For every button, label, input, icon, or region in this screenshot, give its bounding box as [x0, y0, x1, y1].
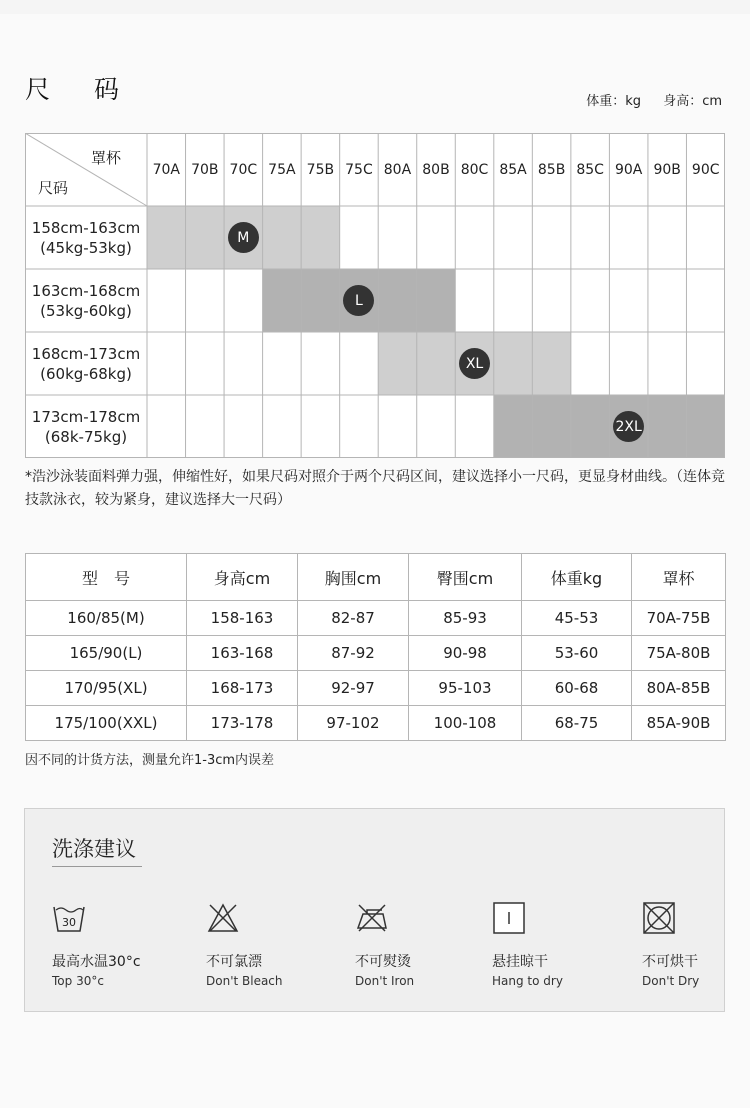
spec-cell: 165/90(L)	[26, 636, 187, 671]
spec-header-hip: 臀围cm	[409, 554, 522, 601]
table-row	[26, 601, 726, 636]
spec-cell: 160/85(M)	[26, 601, 187, 636]
spec-cell: 82-87	[298, 601, 409, 636]
column-header: 90A	[614, 161, 643, 178]
no-tumble-dry-icon	[642, 901, 676, 935]
spec-header-model: 型 号	[26, 554, 187, 601]
care-section	[24, 808, 725, 1012]
spec-header-weight: 体重kg	[522, 554, 632, 601]
row-weight-range: (68k-75kg)	[44, 427, 128, 446]
table-row	[26, 706, 726, 741]
column-header: 85B	[537, 161, 566, 178]
row-weight-range: (45kg-53kg)	[40, 238, 132, 257]
care-label-cn: 不可烘干	[642, 954, 698, 970]
spec-cell: 80A-85B	[632, 671, 726, 706]
care-label-cn: 悬挂晾干	[492, 954, 548, 970]
column-header: 75C	[345, 161, 373, 178]
care-label-cn: 不可氯漂	[206, 954, 262, 970]
row-label	[25, 206, 147, 269]
column-header: 70C	[229, 161, 258, 178]
spec-cell: 60-68	[522, 671, 632, 706]
care-item-wash	[52, 901, 141, 988]
spec-cell: 53-60	[522, 636, 632, 671]
spec-cell: 173-178	[187, 706, 298, 741]
spec-cell: 168-173	[187, 671, 298, 706]
no-bleach-icon	[206, 901, 240, 935]
care-title-underline	[52, 866, 142, 867]
spec-cell: 95-103	[409, 671, 522, 706]
size-note: *浩沙泳装面料弹力强，伸缩性好，如果尺码对照介于两个尺码区间，建议选择小一尺码，更显身材曲线。（连体竞技款泳衣，较为紧身，建议选择大一尺码）	[25, 469, 725, 508]
care-item-hang	[492, 901, 563, 988]
unit-weight: 体重：kg	[586, 94, 642, 109]
spec-cell: 175/100(XXL)	[26, 706, 187, 741]
page-title: 尺 码	[25, 75, 137, 104]
spec-cell: 97-102	[298, 706, 409, 741]
spec-header-cup: 罩杯	[632, 554, 726, 601]
spec-cell: 75A-80B	[632, 636, 726, 671]
care-label-cn: 最高水温30°c	[52, 954, 141, 970]
care-item-iron	[355, 901, 414, 988]
spec-header-height: 身高cm	[187, 554, 298, 601]
row-weight-range: (53kg-60kg)	[40, 301, 132, 320]
column-header: 80C	[460, 161, 489, 178]
unit-height: 身高：cm	[663, 94, 722, 109]
row-label	[25, 269, 147, 332]
size-badge: XL	[459, 348, 490, 379]
care-title: 洗涤建议	[52, 837, 136, 861]
spec-cell: 170/95(XL)	[26, 671, 187, 706]
corner-cup-label: 罩杯	[91, 149, 122, 167]
table-row	[26, 636, 726, 671]
care-label-en: Hang to dry	[492, 974, 563, 988]
wash-temp-badge: 30	[62, 916, 76, 929]
column-header: 80B	[422, 161, 450, 178]
spec-cell: 85A-90B	[632, 706, 726, 741]
care-item-dry	[642, 901, 699, 988]
hang-dry-icon	[492, 901, 526, 935]
size-badge: 2XL	[613, 411, 644, 442]
care-label-en: Don't Dry	[642, 974, 700, 988]
spec-cell: 158-163	[187, 601, 298, 636]
care-label-en: Don't Iron	[355, 974, 415, 988]
column-header: 90C	[691, 161, 720, 178]
column-header: 75A	[268, 161, 296, 178]
no-iron-icon	[355, 901, 389, 935]
row-label	[25, 332, 147, 395]
care-item-bleach	[206, 901, 283, 988]
row-height-range: 173cm-178cm	[31, 407, 141, 426]
row-label	[25, 395, 147, 458]
spec-header-bust: 胸围cm	[298, 554, 409, 601]
spec-cell: 92-97	[298, 671, 409, 706]
column-header: 70A	[152, 161, 180, 178]
column-header: 75B	[306, 161, 335, 178]
units-legend	[568, 90, 722, 109]
column-header: 85C	[576, 161, 604, 178]
spec-table	[25, 553, 726, 741]
column-header: 70B	[191, 161, 219, 178]
corner-size-label: 尺码	[38, 179, 69, 197]
measurement-footnote: 因不同的计货方法，测量允许1-3cm内误差	[25, 753, 275, 768]
column-header: 90B	[653, 161, 681, 178]
row-height-range: 158cm-163cm	[31, 218, 141, 237]
row-weight-range: (60kg-68kg)	[40, 364, 132, 383]
spec-header-row	[26, 554, 726, 601]
care-label-cn: 不可熨烫	[355, 954, 411, 970]
care-label-en: Top 30°c	[52, 974, 104, 988]
spec-cell: 87-92	[298, 636, 409, 671]
spec-cell: 100-108	[409, 706, 522, 741]
size-badge: M	[228, 222, 259, 253]
spec-cell: 163-168	[187, 636, 298, 671]
spec-cell: 85-93	[409, 601, 522, 636]
spec-cell: 70A-75B	[632, 601, 726, 636]
row-height-range: 168cm-173cm	[31, 344, 141, 363]
wash-30-icon	[52, 901, 86, 935]
care-label-en: Don't Bleach	[206, 974, 283, 988]
column-header: 80A	[383, 161, 412, 178]
column-header: 85A	[499, 161, 527, 178]
size-badge: L	[343, 285, 374, 316]
row-height-range: 163cm-168cm	[31, 281, 141, 300]
table-row	[26, 671, 726, 706]
spec-cell: 45-53	[522, 601, 632, 636]
size-chart	[25, 133, 725, 458]
spec-cell: 68-75	[522, 706, 632, 741]
spec-cell: 90-98	[409, 636, 522, 671]
